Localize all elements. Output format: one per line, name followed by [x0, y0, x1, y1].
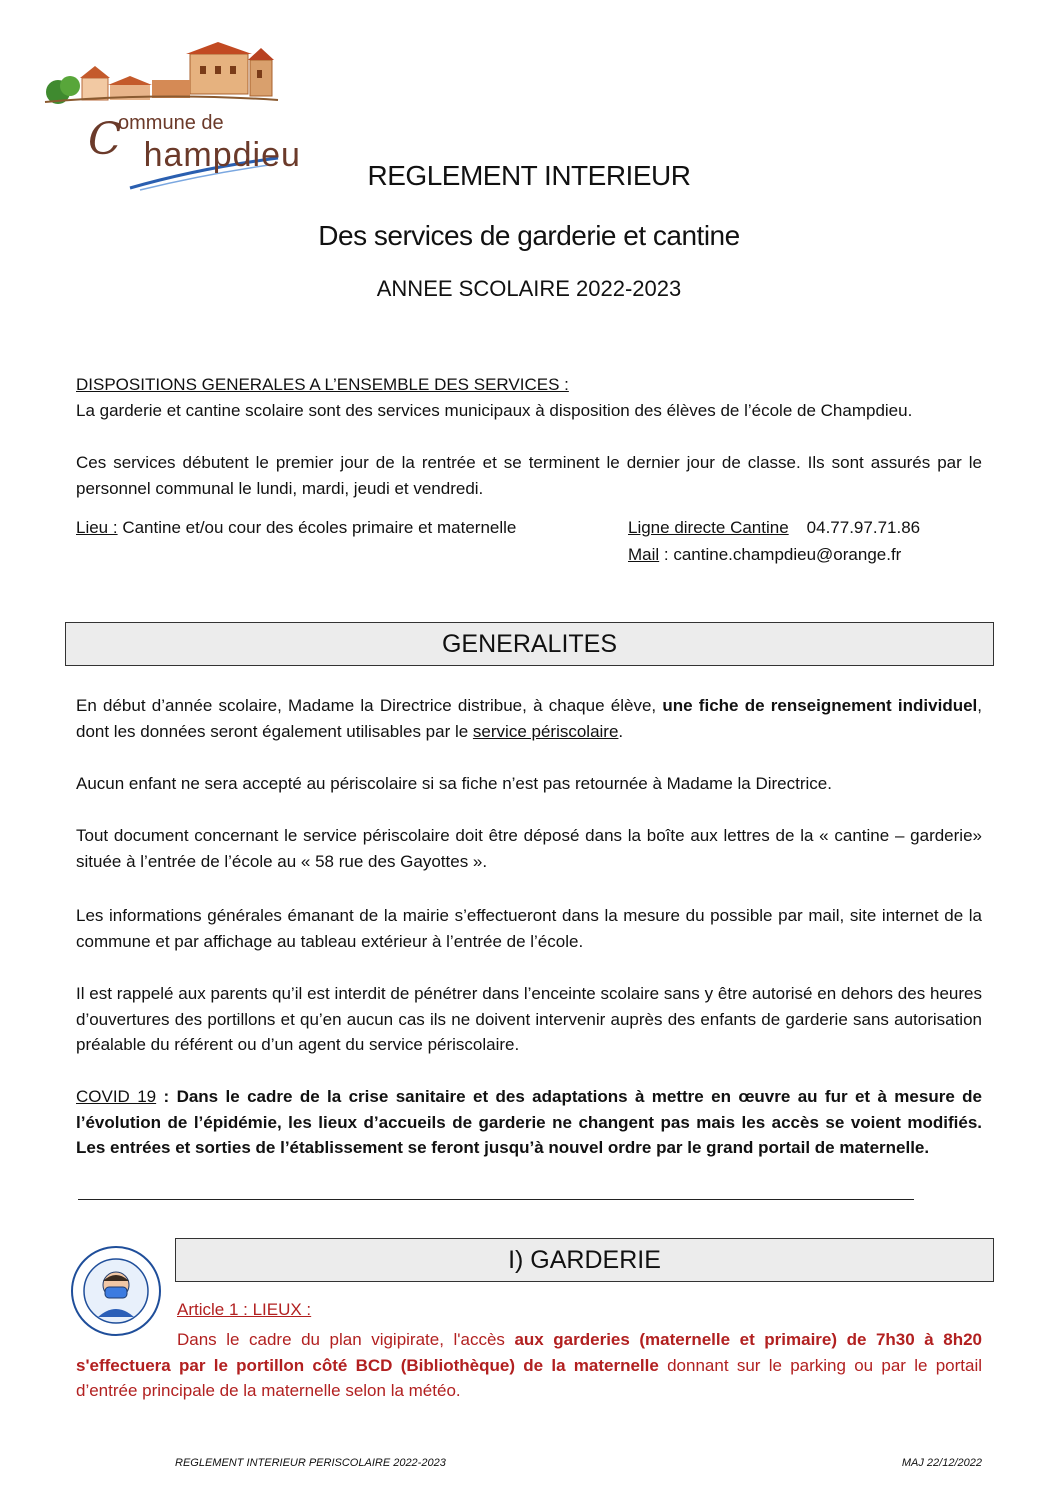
mail-line	[628, 545, 901, 565]
mask-icon	[70, 1245, 162, 1337]
generalites-paragraph-1	[76, 693, 982, 744]
generalites-paragraph-2: Aucun enfant ne sera accepté au périscolaire si sa fiche n’est pas retournée à Madame la Directrice.	[76, 774, 832, 793]
mail-label: Mail	[628, 545, 660, 564]
mail-value[interactable]: : cantine.champdieu@orange.fr	[659, 545, 902, 564]
art-bold-text: aux garderies (maternelle et primaire) de 7h30 à 8h20 s'effectuera par le portillon côté BCD (Bibliothèque) de la maternelle	[76, 1330, 982, 1375]
mask-required-badge	[70, 1245, 162, 1337]
p1-text-c: .	[618, 721, 624, 741]
p1-text-b: , dont les données seront également utilisables par le	[76, 696, 982, 741]
ligne-directe-line	[628, 518, 920, 538]
service-periscolaire-text: service périscolaire	[472, 721, 619, 741]
logo-top-text: ommune de	[118, 112, 224, 134]
article-1-text	[76, 1327, 982, 1404]
page-subtitle: Des services de garderie et cantine	[318, 220, 740, 251]
lieu-value: Cantine et/ou cour des écoles primaire et maternelle	[117, 518, 517, 537]
covid-label: COVID 19	[76, 1087, 157, 1106]
ligne-value: 04.77.97.71.86	[806, 518, 921, 537]
dispositions-paragraph-1: La garderie et cantine scolaire sont des services municipaux à disposition des élèves de l’école de Champdieu.	[76, 401, 913, 420]
generalites-paragraph-3: Tout document concernant le service périscolaire doit être déposé dans la boîte aux lettres de la « cantine – garderie» située à l’entrée de l’école au « 58 rue des Gayottes ».	[76, 826, 982, 871]
covid-text: : Dans le cadre de la crise sanitaire et des adaptations à mettre en œuvre au fur et à mesure de l’évolution de l’épidémie, les lieux d’accueils de garderie ne changent pas mais les accès se voient modifiés. Les entrées et sorties de l’établissement se feront jusqu’à nouvel ordre par le grand portail de maternelle.	[76, 1087, 982, 1157]
garderie-header: I) GARDERIE	[175, 1238, 994, 1282]
generalites-paragraph-4: Les informations générales émanant de la mairie s’effectueront dans la mesure du possible par mail, site internet de la commune et par affichage au tableau extérieur à l’entrée de l’école.	[76, 906, 982, 951]
footer-left: REGLEMENT INTERIEUR PERISCOLAIRE 2022-2023	[175, 1457, 446, 1469]
art-text-a: Dans le cadre du plan vigipirate, l'accès	[177, 1330, 515, 1349]
generalites-header: GENERALITES	[65, 622, 994, 666]
footer-right: MAJ 22/12/2022	[901, 1457, 982, 1469]
dispositions-heading: DISPOSITIONS GENERALES A L’ENSEMBLE DES SERVICES :	[76, 375, 569, 394]
lieu-line	[76, 518, 516, 538]
school-year: ANNEE SCOLAIRE 2022-2023	[376, 276, 682, 301]
logo-initial: C	[88, 114, 122, 165]
lieu-label: Lieu :	[76, 518, 118, 537]
ligne-label: Ligne directe Cantine	[628, 518, 789, 537]
page-title: REGLEMENT INTERIEUR	[367, 160, 691, 191]
logo-name: hampdieu	[143, 136, 301, 174]
article-1-title: Article 1 : LIEUX :	[177, 1300, 312, 1319]
dispositions-paragraph-2: Ces services débutent le premier jour de la rentrée et se terminent le dernier jour de classe. Ils sont assurés par le personnel communal le lundi, mardi, jeudi et vendredi.	[76, 453, 982, 498]
covid-paragraph	[76, 1084, 982, 1161]
p1-bold-text: une fiche de renseignement individuel	[662, 696, 978, 715]
art-text-b: donnant sur le parking ou par le portail d’entrée principale de la maternelle selon la météo.	[76, 1355, 983, 1400]
generalites-paragraph-5: Il est rappelé aux parents qu’il est interdit de pénétrer dans l’enceinte scolaire sans y être autorisé en dehors des heures d’ouvertures des portillons et qu’en aucun cas ils ne doivent intervenir auprès des enfants de garderie sans autorisation préalable du référent ou d’un agent du service périscolaire.	[76, 984, 982, 1054]
section-divider	[78, 1199, 914, 1200]
p1-text-a: En début d’année scolaire, Madame la Directrice distribue, à chaque élève,	[76, 696, 663, 715]
